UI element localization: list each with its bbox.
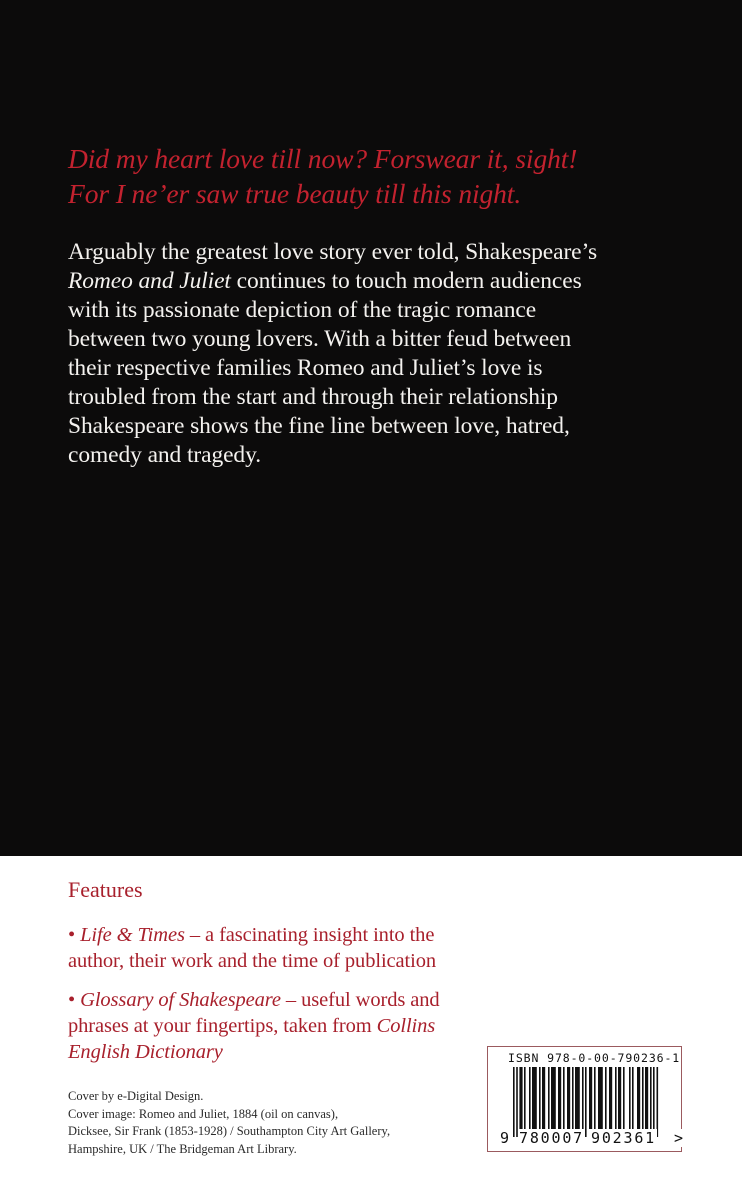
quote-line: Did my heart love till now? Forswear it, sight! [68, 143, 578, 174]
quote-line: For I ne’er saw true beauty till this night. [68, 178, 522, 209]
credit-line: Dicksee, Sir Frank (1853-1928) / Southampton City Art Gallery, [68, 1124, 391, 1138]
blurb-line: Arguably the greatest love story ever told, Shakespeare’s [68, 239, 597, 265]
blurb-line: between two young lovers. With a bitter feud between [68, 326, 572, 352]
barcode-bars-icon [513, 1067, 663, 1137]
cover-credits [68, 1088, 468, 1158]
feature-item-glossary: • Glossary of Shakespeare – useful words and phrases at your fingertips, taken from Collins English Dictionary [68, 989, 440, 1063]
feature-item-life-and-times: • Life & Times – a fascinating insight into the author, their work and the time of publication [68, 924, 437, 972]
feature-title: Life & Times [80, 924, 185, 946]
features-heading: Features [68, 877, 143, 902]
blurb-line: troubled from the start and through their relationship [68, 384, 558, 410]
blurb-line: their respective families Romeo and Juliet’s love is [68, 355, 543, 381]
credit-line: Hampshire, UK / The Bridgeman Art Library. [68, 1141, 297, 1156]
credit-line: Cover by e-Digital Design. [68, 1089, 204, 1103]
epigraph-quote [68, 141, 708, 211]
book-blurb [68, 238, 708, 470]
book-title-italic: Romeo and Juliet [68, 268, 231, 294]
isbn-barcode: ISBN 978-0-00-790236-1 9 780007 902361 > [487, 1046, 682, 1152]
credit-line: Cover image: Romeo and Juliet, 1884 (oil on canvas), [68, 1106, 339, 1121]
blurb-line: Shakespeare shows the fine line between love, hatred, [68, 413, 570, 439]
blurb-line: with its passionate depiction of the tragic romance [68, 297, 537, 323]
blurb-line: Romeo and Juliet continues to touch modern audiences [68, 268, 582, 294]
isbn-label: ISBN 978-0-00-790236-1 [508, 1051, 681, 1065]
feature-title: Glossary of Shakespeare [80, 989, 281, 1011]
blurb-line: comedy and tragedy. [68, 442, 261, 468]
